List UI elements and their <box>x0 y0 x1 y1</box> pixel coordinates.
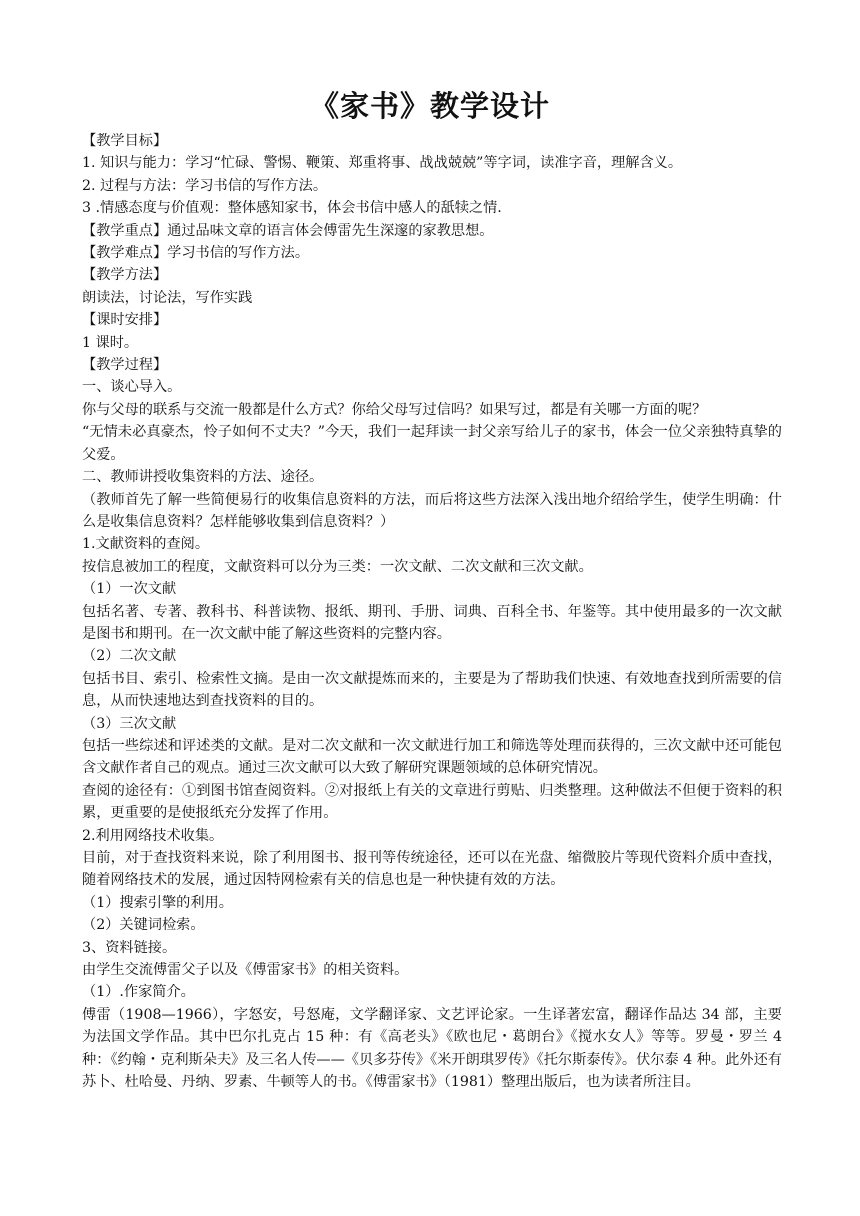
document-body <box>82 130 782 1093</box>
paragraph: （2）二次文献 <box>82 648 177 665</box>
paragraph: 【教学方法】 <box>82 267 168 284</box>
paragraph: 【教学难点】学习书信的写作方法。 <box>82 245 310 262</box>
paragraph: 包括一些综述和评述类的文献。是对二次文献和一次文献进行加工和筛选等处理而获得的，三次文献中还可能包含文献作者自己的观点。通过三次文献可以大致了解研究课题领域的总体研究情况。 <box>82 737 782 777</box>
paragraph: 包括书目、索引、检索性文摘。是由一次文献提炼而来的，主要是为了帮助我们快速、有效地查找到所需要的信息，从而快速地达到查找资料的目的。 <box>82 670 782 710</box>
paragraph: （1）搜索引擎的利用。 <box>82 894 233 911</box>
paragraph: （2）关键词检索。 <box>82 917 205 934</box>
paragraph: 3 .情感态度与价值观：整体感知家书，体会书信中感人的舐犊之情. <box>82 200 502 217</box>
paragraph: 【教学重点】通过品味文章的语言体会傅雷先生深邃的家教思想。 <box>82 222 494 239</box>
paragraph: 2. 过程与方法：学习书信的写作方法。 <box>82 177 328 194</box>
paragraph: 你与父母的联系与交流一般都是什么方式？你给父母写过信吗？如果写过，都是有关哪一方面的呢？ <box>82 401 707 418</box>
paragraph: （1）一次文献 <box>82 581 177 598</box>
paragraph: （3）三次文献 <box>82 715 177 732</box>
paragraph: 1. 知识与能力：学习“忙碌、警惕、鞭策、郑重将事、战战兢兢”等字词，读准字音，理解含义。 <box>82 155 683 172</box>
paragraph: 按信息被加工的程度，文献资料可以分为三类：一次文献、二次文献和三次文献。 <box>82 558 593 575</box>
paragraph: 包括名著、专著、教科书、科普读物、报纸、期刊、手册、词典、百科全书、年鉴等。其中使用最多的一次文献是图书和期刊。在一次文献中能了解这些资料的完整内容。 <box>82 603 782 642</box>
paragraph: 1 课时。 <box>82 334 139 351</box>
paragraph: 一、谈心导入。 <box>82 379 182 396</box>
paragraph: 朗读法，讨论法，写作实践 <box>82 289 253 306</box>
paragraph: 傅雷（1908—1966），字怒安，号怒庵，文学翻译家、文艺评论家。一生译著宏富，翻译作品达 34 部，主要为法国文学作品。其中巴尔扎克占 15 种：有《高老头》《欧也尼・葛朗台》《搅水女人》等等。罗曼・罗兰 4 种：《约翰・克利斯朵夫》及三名人传——《贝多芬传》《米开朗琪罗传》《托尔斯泰传》。伏尔泰 4 种。此外还有苏卜、杜哈曼、丹纳、罗素、牛顿等人的书。《傅雷家书》（1981）整理出版后，也为读者所注目。 <box>82 1006 782 1091</box>
paragraph: 【课时安排】 <box>82 312 168 329</box>
paragraph: 查阅的途径有：①到图书馆查阅资料。②对报纸上有关的文章进行剪贴、归类整理。这种做法不但便于资料的积累，更重要的是使报纸充分发挥了作用。 <box>82 782 782 822</box>
paragraph: （1）.作家简介。 <box>82 984 195 1001</box>
paragraph: 【教学过程】 <box>82 357 168 374</box>
paragraph: 由学生交流傅雷父子以及《傅雷家书》的相关资料。 <box>82 962 409 979</box>
paragraph: （教师首先了解一些简便易行的收集信息资料的方法，而后将这些方法深入浅出地介绍给学生，使学生明确：什么是收集信息资料？怎样能够收集到信息资料？） <box>82 491 782 530</box>
paragraph: 二、教师讲授收集资料的方法、途径。 <box>82 469 324 486</box>
document-title: 《家书》教学设计 <box>309 89 550 123</box>
paragraph: 【教学目标】 <box>82 133 168 149</box>
paragraph: 2.利用网络技术收集。 <box>82 827 224 844</box>
paragraph: 1.文献资料的查阅。 <box>82 536 210 553</box>
paragraph: 目前，对于查找资料来说，除了利用图书、报刊等传统途径，还可以在光盘、缩微胶片等现代资料介质中查找，随着网络技术的发展，通过因特网检索有关的信息也是一种快捷有效的方法。 <box>82 850 782 889</box>
paragraph: 3、资料链接。 <box>82 939 177 956</box>
paragraph: “无情未必真豪杰，怜子如何不丈夫？”今天，我们一起拜读一封父亲写给儿子的家书，体会一位父亲独特真挚的父爱。 <box>82 424 782 463</box>
